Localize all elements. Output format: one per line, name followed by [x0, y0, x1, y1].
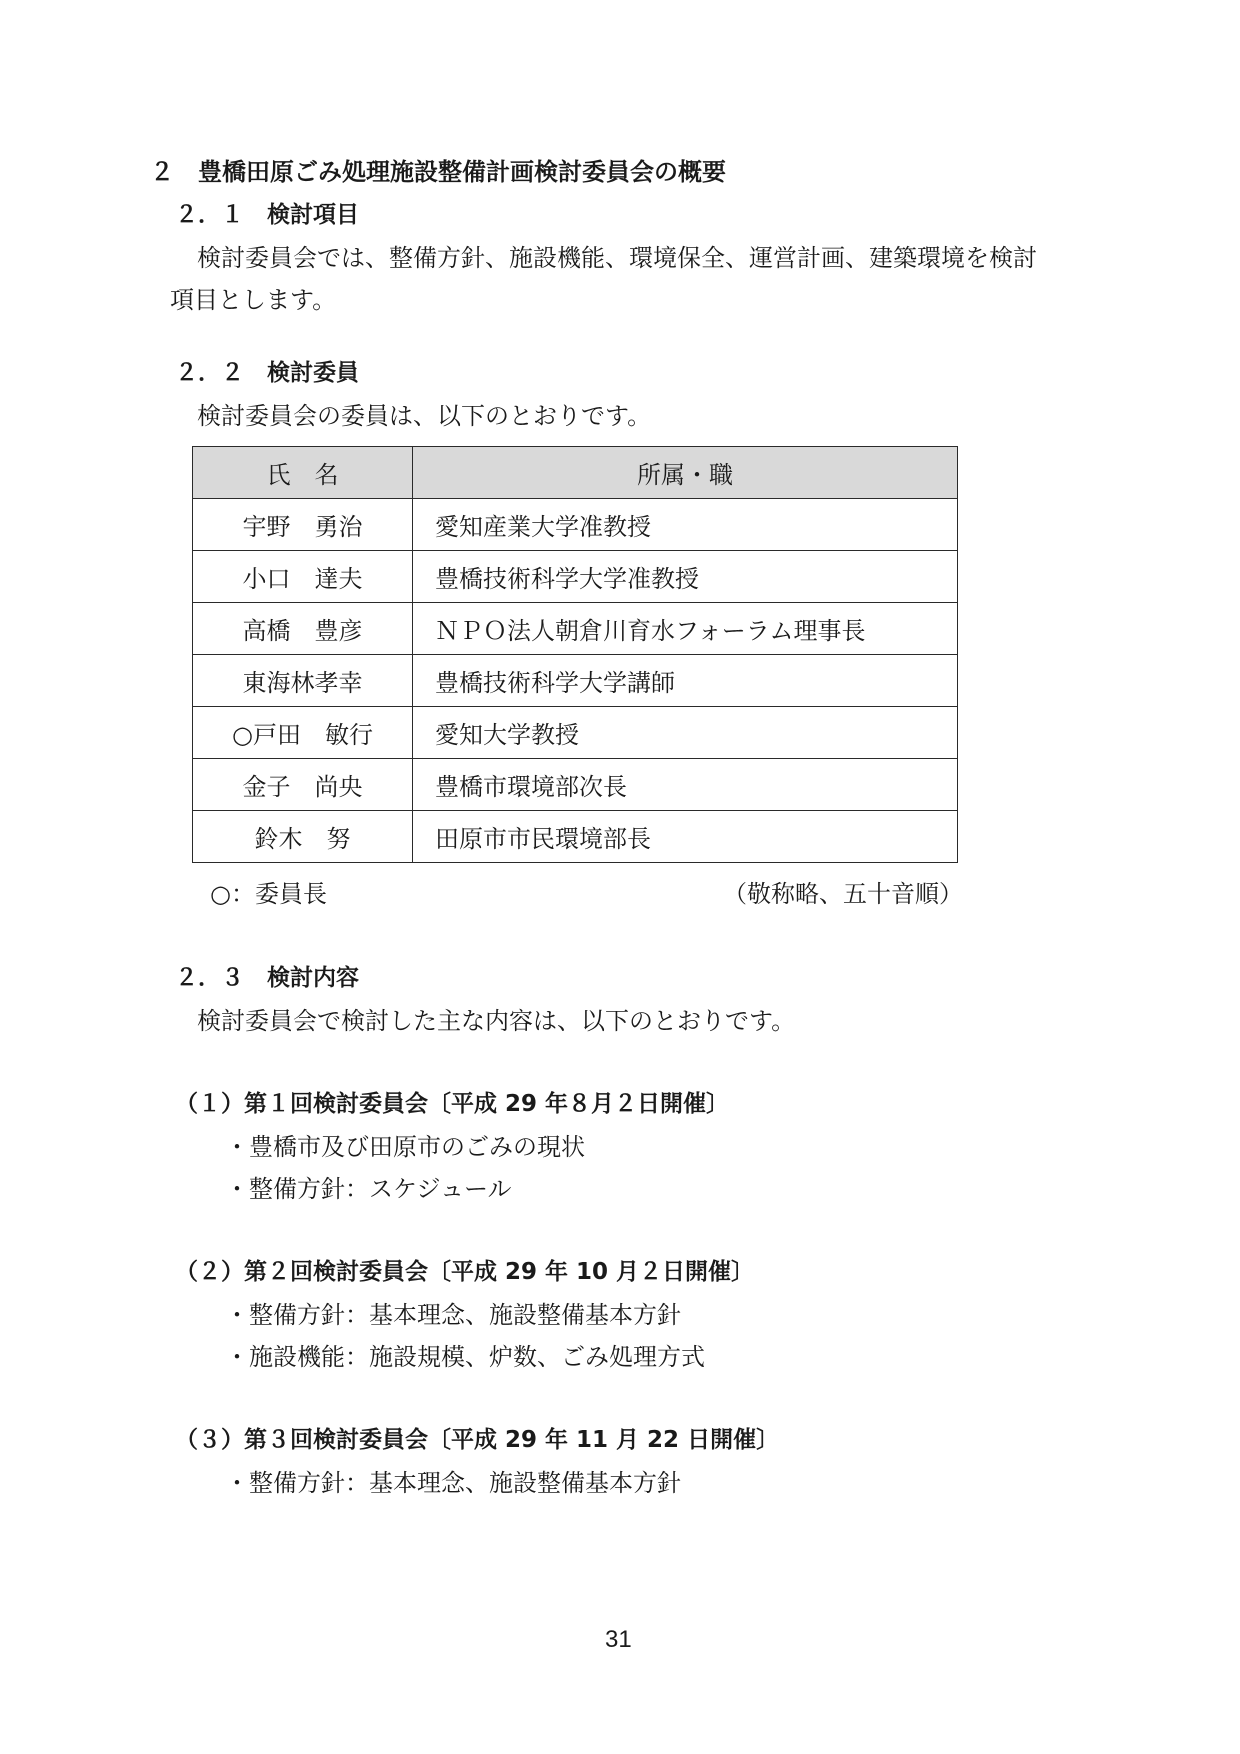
table-note-order: （敬称略、五十音順） [723, 880, 963, 908]
table-row [193, 655, 958, 707]
member-name: 小口 達夫 [193, 551, 413, 603]
member-name: 高橋 豊彦 [193, 603, 413, 655]
table-row [193, 707, 958, 759]
table-row [193, 759, 958, 811]
member-affiliation: 愛知産業大学准教授 [413, 499, 958, 551]
member-affiliation: ＮＰＯ法人朝倉川育水フォーラム理事長 [413, 603, 958, 655]
subsection-heading-2-3: ２．３ 検討内容 [175, 965, 359, 991]
member-affiliation: 田原市市民環境部長 [413, 811, 958, 863]
header-name: 氏 名 [193, 447, 413, 499]
list-item: ・整備方針：基本理念、施設整備基本方針 [225, 1301, 681, 1329]
subsection-heading-2-1: ２．１ 検討項目 [175, 202, 359, 228]
table-row [193, 811, 958, 863]
table-note-chair: ○：委員長 [210, 880, 327, 908]
member-affiliation: 豊橋技術科学大学准教授 [413, 551, 958, 603]
meeting-3-title: （３）第３回検討委員会〔平成 29 年 11 月 22 日開催〕 [175, 1427, 780, 1453]
member-affiliation: 豊橋技術科学大学講師 [413, 655, 958, 707]
member-affiliation: 豊橋市環境部次長 [413, 759, 958, 811]
header-affiliation: 所属・職 [413, 447, 958, 499]
paragraph-2-2-intro: 検討委員会の委員は、以下のとおりです。 [197, 402, 652, 430]
paragraph-2-1-line1: 検討委員会では、整備方針、施設機能、環境保全、運営計画、建築環境を検討 [197, 244, 1037, 272]
member-name: ○戸田 敏行 [193, 707, 413, 759]
meeting-2-title: （２）第２回検討委員会〔平成 29 年 10 月２日開催〕 [175, 1259, 755, 1285]
table-row [193, 551, 958, 603]
table-header-row [193, 447, 958, 499]
meeting-1-title: （１）第１回検討委員会〔平成 29 年８月２日開催〕 [175, 1091, 730, 1117]
member-name: 鈴木 努 [193, 811, 413, 863]
subsection-heading-2-2: ２．２ 検討委員 [175, 360, 359, 386]
member-name: 金子 尚央 [193, 759, 413, 811]
member-name: 東海林孝幸 [193, 655, 413, 707]
paragraph-2-3-intro: 検討委員会で検討した主な内容は、以下のとおりです。 [197, 1007, 796, 1035]
member-name: 宇野 勇治 [193, 499, 413, 551]
page-number: 31 [605, 1626, 632, 1653]
table-row [193, 603, 958, 655]
paragraph-2-1-line2: 項目とします。 [170, 286, 337, 314]
members-table [192, 446, 958, 863]
list-item: ・施設機能：施設規模、炉数、ごみ処理方式 [225, 1343, 705, 1371]
table-row [193, 499, 958, 551]
section-heading: ２ 豊橋田原ごみ処理施設整備計画検討委員会の概要 [150, 158, 726, 186]
member-affiliation: 愛知大学教授 [413, 707, 958, 759]
list-item: ・整備方針：スケジュール [225, 1175, 512, 1203]
list-item: ・豊橋市及び田原市のごみの現状 [225, 1133, 585, 1161]
list-item: ・整備方針：基本理念、施設整備基本方針 [225, 1469, 681, 1497]
